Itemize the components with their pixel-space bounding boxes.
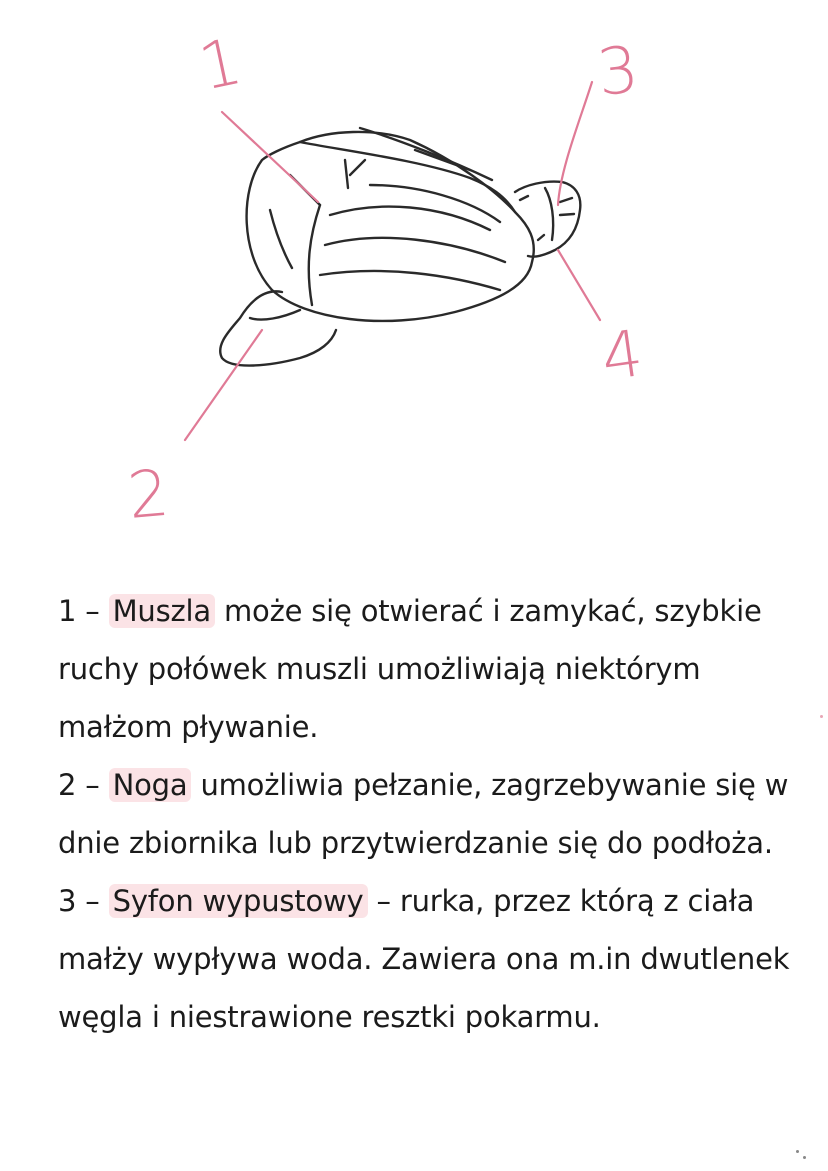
callout-line-3 — [558, 82, 592, 205]
callout-label-3: 3 — [593, 33, 643, 111]
callout-label-1: 1 — [192, 24, 249, 106]
bivalve-diagram — [0, 0, 828, 560]
note-text: umożliwia pełzanie, zagrzebywanie się w dnie zbiornika lub przytwierdzanie się do podłoża. — [58, 768, 789, 860]
mussel-sketch — [220, 128, 580, 366]
note-number: 2 — [58, 768, 77, 802]
note-term-highlight: Syfon wypustowy — [109, 884, 368, 918]
shell-hinge — [300, 142, 515, 212]
callout-line-2 — [185, 330, 262, 440]
note-separator: – — [76, 594, 109, 628]
note-text: może się otwierać i zamykać, szybkie ruchy połówek muszli umożliwiają niektórym małżom pływanie. — [58, 594, 762, 744]
callout-label-4: 4 — [596, 316, 648, 396]
note-separator: – — [76, 884, 109, 918]
note-term-highlight: Noga — [109, 768, 192, 802]
stray-dot — [820, 715, 823, 718]
note-text: – rurka, przez którą z ciała małży wypływa woda. Zawiera ona m.in dwutlenek węgla i niestrawione resztki pokarmu. — [58, 884, 790, 1034]
note-item-shell — [58, 582, 798, 756]
callout-line-4 — [558, 250, 600, 320]
note-item-foot — [58, 756, 798, 872]
note-term-highlight: Muszla — [109, 594, 215, 628]
note-number: 3 — [58, 884, 77, 918]
note-item-siphon — [58, 872, 798, 1046]
shell-outline — [247, 132, 534, 321]
callout-label-2: 2 — [124, 456, 172, 534]
note-separator: – — [76, 768, 109, 802]
stray-dot — [803, 1156, 806, 1159]
notes-list — [58, 582, 798, 1046]
callout-numbers — [125, 25, 648, 534]
note-number: 1 — [58, 594, 77, 628]
stray-dot — [796, 1150, 799, 1153]
callout-line-1 — [222, 112, 318, 202]
foot-outline — [220, 291, 336, 365]
